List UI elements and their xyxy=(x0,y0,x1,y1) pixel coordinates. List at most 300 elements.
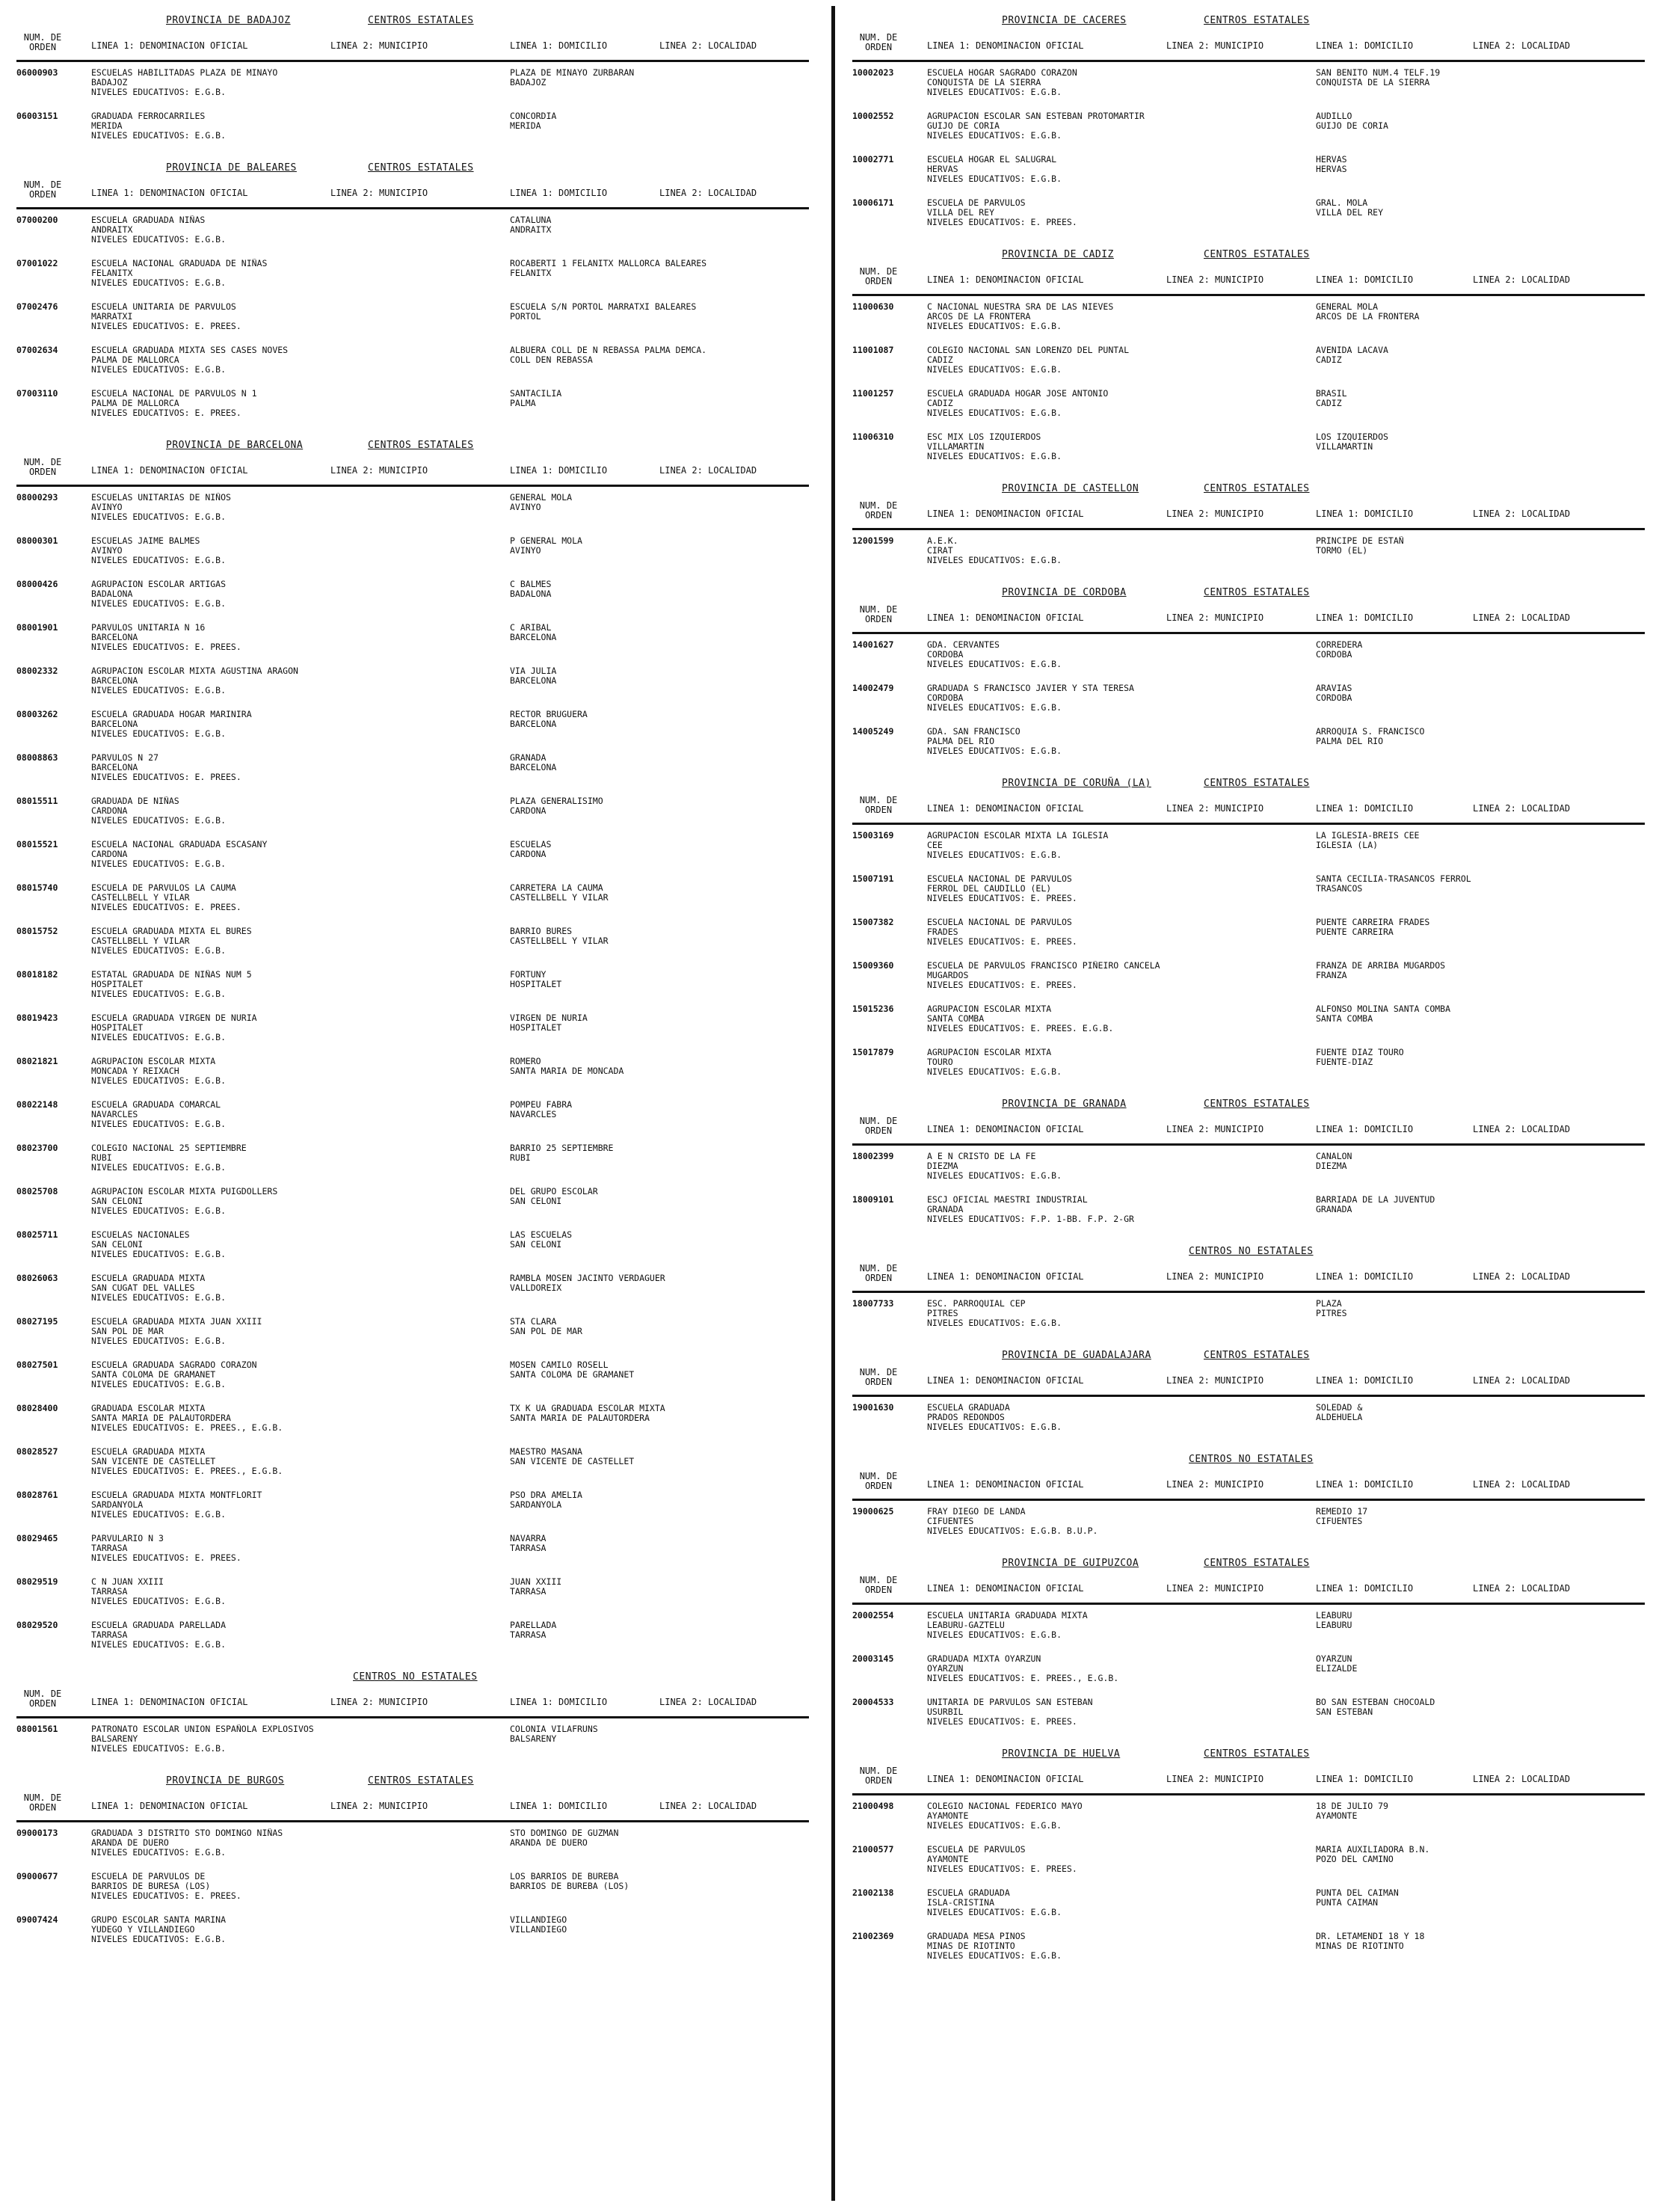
entry-denomination xyxy=(91,710,495,739)
header-num-orden xyxy=(852,501,905,520)
entry-code: 14005249 xyxy=(852,726,894,737)
province-section xyxy=(852,479,1645,583)
education-levels: NIVELES EDUCATIVOS: E.G.B. xyxy=(91,728,227,739)
denomination-name: ESCUELA NACIONAL DE PARVULOS xyxy=(927,918,1072,927)
school-entry xyxy=(16,753,809,796)
education-levels: NIVELES EDUCATIVOS: E. PREES. xyxy=(91,408,241,418)
municipality: OYARZUN xyxy=(927,1663,964,1674)
entry-denomination xyxy=(91,1404,495,1433)
municipality: BARCELONA xyxy=(91,719,138,729)
denomination-name: ESC. PARROQUIAL CEP xyxy=(927,1299,1026,1309)
entry-address xyxy=(510,1724,805,1744)
address: BARRIO BURES xyxy=(510,927,573,936)
entry-address xyxy=(510,580,805,599)
header-municipio: LINEA 2: MUNICIPIO xyxy=(330,40,428,51)
entry-code: 08028400 xyxy=(16,1403,58,1413)
municipality: ISLA-CRISTINA xyxy=(927,1897,995,1908)
school-entry xyxy=(852,155,1645,198)
locality: CIFUENTES xyxy=(1316,1516,1363,1526)
denomination-name: ESCUELA UNITARIA GRADUADA MIXTA xyxy=(927,1611,1088,1620)
locality: ARCOS DE LA FRONTERA xyxy=(1316,311,1420,322)
header-municipio: LINEA 2: MUNICIPIO xyxy=(1166,40,1264,51)
entry-code: 09000677 xyxy=(16,1871,58,1881)
entry-denomination xyxy=(927,345,1331,375)
entry-address xyxy=(510,1447,805,1466)
locality: SAN CELONI xyxy=(510,1239,562,1250)
entry-address xyxy=(1316,918,1641,937)
province-section xyxy=(852,1345,1645,1449)
education-levels: NIVELES EDUCATIVOS: E.G.B. xyxy=(91,1336,227,1346)
header-orden: ORDEN xyxy=(864,1481,893,1491)
education-levels: NIVELES EDUCATIVOS: E.G.B. xyxy=(91,1032,227,1042)
education-levels: NIVELES EDUCATIVOS: E.G.B. xyxy=(91,130,227,141)
school-entry xyxy=(16,536,809,580)
entry-address xyxy=(510,1577,805,1597)
entry-code: 07001022 xyxy=(16,258,58,268)
province-name: PROVINCIA DE BALEARES xyxy=(166,162,297,173)
locality: CONQUISTA DE LA SIERRA xyxy=(1316,77,1430,87)
denomination-name: AGRUPACION ESCOLAR MIXTA PUIGDOLLERS xyxy=(91,1187,278,1196)
entry-code: 15003169 xyxy=(852,830,894,841)
header-domicilio: LINEA 1: DOMICILIO xyxy=(1316,1124,1414,1134)
address: FRANZA DE ARRIBA MUGARDOS xyxy=(1316,961,1446,971)
municipality: SAN VICENTE DE CASTELLET xyxy=(91,1456,216,1466)
denomination-name: AGRUPACION ESCOLAR MIXTA LA IGLESIA xyxy=(927,831,1109,841)
entry-denomination xyxy=(927,1195,1331,1224)
entry-denomination xyxy=(91,302,495,331)
header-domicilio: LINEA 1: DOMICILIO xyxy=(1316,274,1414,285)
header-orden: ORDEN xyxy=(864,276,893,286)
entry-list xyxy=(16,62,809,158)
education-levels: NIVELES EDUCATIVOS: E.G.B. xyxy=(927,1170,1062,1181)
header-num-orden xyxy=(852,1116,905,1136)
entry-address xyxy=(1316,1403,1641,1422)
column-header xyxy=(852,1365,1645,1397)
locality: MINAS DE RIOTINTO xyxy=(1316,1941,1404,1951)
entry-denomination xyxy=(91,1230,495,1259)
address: ESCUELAS xyxy=(510,840,552,850)
municipality: AYAMONTE xyxy=(927,1810,969,1821)
denomination-name: ESCUELA GRADUADA COMARCAL xyxy=(91,1100,221,1110)
entry-address xyxy=(1316,727,1641,746)
entry-code: 08025708 xyxy=(16,1186,58,1196)
entry-address xyxy=(510,1230,805,1250)
denomination-name: ESCUELA NACIONAL GRADUADA ESCASANY xyxy=(91,840,268,850)
school-entry xyxy=(852,1299,1645,1342)
school-entry xyxy=(16,883,809,927)
municipality: FELANITX xyxy=(91,268,133,278)
school-entry xyxy=(16,580,809,623)
header-municipio: LINEA 2: MUNICIPIO xyxy=(1166,509,1264,519)
province-name: PROVINCIA DE CORUÑA (LA) xyxy=(1002,778,1151,789)
locality: CORDOBA xyxy=(1316,692,1352,703)
entry-address xyxy=(1316,1048,1641,1067)
entry-address xyxy=(510,840,805,859)
header-denominacion: LINEA 1: DENOMINACION OFICIAL xyxy=(927,40,1084,51)
entry-code: 10002552 xyxy=(852,111,894,121)
entry-denomination xyxy=(927,1654,1331,1683)
entry-address xyxy=(1316,155,1641,174)
province-name: PROVINCIA DE CACERES xyxy=(1002,15,1127,26)
denomination-name: GRADUADA MESA PINOS xyxy=(927,1932,1026,1941)
locality: AVINYO xyxy=(510,545,541,556)
locality: CARDONA xyxy=(510,849,547,859)
entry-code: 08000301 xyxy=(16,535,58,546)
header-num-orden xyxy=(852,1576,905,1595)
entry-code: 11001087 xyxy=(852,345,894,355)
education-levels: NIVELES EDUCATIVOS: E.G.B. xyxy=(91,1119,227,1129)
section-title xyxy=(852,1345,1645,1365)
address: ALFONSO MOLINA SANTA COMBA xyxy=(1316,1004,1451,1014)
header-orden: ORDEN xyxy=(864,1377,893,1387)
section-title xyxy=(852,1553,1645,1573)
entry-list xyxy=(852,1605,1645,1744)
entry-address xyxy=(510,623,805,642)
header-localidad: LINEA 2: LOCALIDAD xyxy=(1473,1124,1571,1134)
column-header xyxy=(852,602,1645,634)
entry-code: 11001257 xyxy=(852,388,894,399)
header-orden: ORDEN xyxy=(864,614,893,624)
header-municipio: LINEA 2: MUNICIPIO xyxy=(330,1801,428,1811)
municipality: CORDOBA xyxy=(927,649,964,660)
entry-code: 08015511 xyxy=(16,796,58,806)
entry-address xyxy=(510,927,805,946)
education-levels: NIVELES EDUCATIVOS: E.G.B. xyxy=(91,234,227,245)
education-levels: NIVELES EDUCATIVOS: E.G.B. xyxy=(927,1422,1062,1432)
entry-address xyxy=(510,1187,805,1206)
locality: HOSPITALET xyxy=(510,979,562,989)
address: STA CLARA xyxy=(510,1317,557,1327)
entry-code: 07003110 xyxy=(16,388,58,399)
education-levels: NIVELES EDUCATIVOS: E. PREES. xyxy=(91,1890,241,1901)
education-levels: NIVELES EDUCATIVOS: F.P. 1-BB. F.P. 2-GR xyxy=(927,1214,1134,1224)
municipality: MERIDA xyxy=(91,120,123,131)
header-denominacion: LINEA 1: DENOMINACION OFICIAL xyxy=(91,1697,248,1707)
denomination-name: AGRUPACION ESCOLAR MIXTA AGUSTINA ARAGON xyxy=(91,666,298,676)
municipality: PRADOS REDONDOS xyxy=(927,1412,1005,1422)
address: ARROQUIA S. FRANCISCO xyxy=(1316,727,1425,737)
education-levels: NIVELES EDUCATIVOS: E.G.B. xyxy=(91,1743,227,1754)
entry-code: 08029520 xyxy=(16,1620,58,1630)
entry-address xyxy=(510,1534,805,1553)
education-levels: NIVELES EDUCATIVOS: E. PREES. xyxy=(91,321,241,331)
entry-list xyxy=(852,1795,1645,1978)
entry-address xyxy=(1316,1152,1641,1171)
entry-code: 07002634 xyxy=(16,345,58,355)
center-type: CENTROS ESTATALES xyxy=(368,440,474,451)
municipality: BADALONA xyxy=(91,589,133,599)
header-orden: ORDEN xyxy=(28,1802,57,1813)
entry-list xyxy=(852,1397,1645,1449)
municipality: LEABURU-GAZTELU xyxy=(927,1620,1005,1630)
header-localidad: LINEA 2: LOCALIDAD xyxy=(1473,40,1571,51)
school-entry xyxy=(16,1187,809,1230)
entry-denomination xyxy=(927,1801,1331,1831)
entry-address xyxy=(510,389,805,408)
education-levels: NIVELES EDUCATIVOS: E.G.B. xyxy=(91,858,227,869)
entry-denomination xyxy=(91,536,495,565)
address: RAMBLA MOSEN JACINTO VERDAGUER xyxy=(510,1274,665,1283)
entry-code: 15007191 xyxy=(852,873,894,884)
locality: FELANITX xyxy=(510,268,552,278)
header-localidad: LINEA 2: LOCALIDAD xyxy=(1473,612,1571,623)
center-type: CENTROS ESTATALES xyxy=(1204,778,1310,789)
education-levels: NIVELES EDUCATIVOS: E.G.B. xyxy=(91,87,227,97)
education-levels: NIVELES EDUCATIVOS: E.G.B. xyxy=(91,1379,227,1389)
denomination-name: GDA. SAN FRANCISCO xyxy=(927,727,1021,737)
header-domicilio: LINEA 1: DOMICILIO xyxy=(510,1697,608,1707)
entry-address xyxy=(510,1317,805,1336)
locality: ELIZALDE xyxy=(1316,1663,1358,1674)
locality: CADIZ xyxy=(1316,398,1342,408)
entry-denomination xyxy=(91,1447,495,1476)
entry-address xyxy=(1316,1654,1641,1674)
locality: SANTA COLOMA DE GRAMANET xyxy=(510,1369,635,1380)
entry-address xyxy=(1316,874,1641,894)
school-entry xyxy=(852,831,1645,874)
entry-denomination xyxy=(91,259,495,288)
header-num: NUM. DE xyxy=(859,32,898,43)
locality: CADIZ xyxy=(1316,354,1342,365)
entry-denomination xyxy=(91,345,495,375)
entry-address xyxy=(1316,198,1641,218)
entry-code: 14002479 xyxy=(852,683,894,693)
entry-denomination xyxy=(927,1845,1331,1874)
address: VIRGEN DE NURIA xyxy=(510,1013,588,1023)
address: PARELLADA xyxy=(510,1620,557,1630)
municipality: GRANADA xyxy=(927,1204,964,1214)
entry-code: 18007733 xyxy=(852,1298,894,1309)
section-title xyxy=(852,245,1645,264)
locality: NAVARCLES xyxy=(510,1109,557,1119)
entry-denomination xyxy=(927,1004,1331,1033)
entry-list xyxy=(852,825,1645,1094)
center-type: CENTROS ESTATALES xyxy=(1204,15,1310,26)
denomination-name: ESCUELAS JAIME BALMES xyxy=(91,536,200,546)
entry-address xyxy=(1316,1004,1641,1024)
entry-code: 15017879 xyxy=(852,1047,894,1057)
school-entry xyxy=(16,796,809,840)
locality: HOSPITALET xyxy=(510,1022,562,1033)
header-num: NUM. DE xyxy=(23,1792,62,1803)
school-entry xyxy=(852,874,1645,918)
school-entry xyxy=(16,68,809,111)
entry-address xyxy=(510,259,805,278)
entry-denomination xyxy=(927,961,1331,990)
denomination-name: ESCUELA HOGAR SAGRADO CORAZON xyxy=(927,68,1077,78)
header-orden: ORDEN xyxy=(864,42,893,52)
header-localidad: LINEA 2: LOCALIDAD xyxy=(659,40,757,51)
province-section xyxy=(852,1094,1645,1241)
municipality: ARCOS DE LA FRONTERA xyxy=(927,311,1031,322)
province-section xyxy=(852,1553,1645,1744)
address: PLAZA GENERALISIMO xyxy=(510,796,603,806)
entry-denomination xyxy=(91,1724,495,1754)
locality: PALMA DEL RIO xyxy=(1316,736,1384,746)
school-entry xyxy=(16,1230,809,1274)
municipality: BARCELONA xyxy=(91,762,138,772)
entry-list xyxy=(852,1501,1645,1553)
address: BRASIL xyxy=(1316,389,1347,399)
address: SANTA CECILIA-TRASANCOS FERROL xyxy=(1316,874,1471,884)
education-levels: NIVELES EDUCATIVOS: E.G.B. xyxy=(91,815,227,826)
header-localidad: LINEA 2: LOCALIDAD xyxy=(1473,509,1571,519)
locality: TRASANCOS xyxy=(1316,883,1363,894)
province-section xyxy=(852,10,1645,245)
address: OYARZUN xyxy=(1316,1654,1352,1664)
header-num: NUM. DE xyxy=(859,1263,898,1274)
entry-denomination xyxy=(91,493,495,522)
entry-code: 20003145 xyxy=(852,1653,894,1664)
center-type: CENTROS ESTATALES xyxy=(368,15,474,26)
header-localidad: LINEA 2: LOCALIDAD xyxy=(659,188,757,198)
education-levels: NIVELES EDUCATIVOS: E. PREES., E.G.B. xyxy=(91,1422,283,1433)
address: COLONIA VILAFRUNS xyxy=(510,1724,598,1734)
entry-denomination xyxy=(927,1507,1331,1536)
entry-denomination xyxy=(91,1872,495,1901)
column-header xyxy=(16,1790,809,1822)
entry-address xyxy=(510,1274,805,1293)
header-denominacion: LINEA 1: DENOMINACION OFICIAL xyxy=(927,1124,1084,1134)
school-entry xyxy=(16,302,809,345)
entry-denomination xyxy=(927,1403,1331,1432)
entry-list xyxy=(852,634,1645,773)
municipality: SANTA MARIA DE PALAUTORDERA xyxy=(91,1413,231,1423)
education-levels: NIVELES EDUCATIVOS: E. PREES. xyxy=(927,1716,1077,1727)
denomination-name: AGRUPACION ESCOLAR MIXTA xyxy=(91,1057,216,1066)
entry-code: 20002554 xyxy=(852,1610,894,1620)
entry-address xyxy=(510,1057,805,1076)
denomination-name: PARVULARIO N 3 xyxy=(91,1534,164,1543)
school-entry xyxy=(852,389,1645,432)
header-denominacion: LINEA 1: DENOMINACION OFICIAL xyxy=(91,188,248,198)
center-type: CENTROS ESTATALES xyxy=(1204,1748,1310,1760)
education-levels: NIVELES EDUCATIVOS: E.G.B. xyxy=(927,702,1062,713)
denomination-name: ESCUELA GRADUADA HOGAR MARINIRA xyxy=(91,710,252,719)
header-denominacion: LINEA 1: DENOMINACION OFICIAL xyxy=(927,1479,1084,1490)
column-divider xyxy=(831,6,835,2201)
school-entry xyxy=(16,389,809,432)
entry-code: 08015752 xyxy=(16,926,58,936)
education-levels: NIVELES EDUCATIVOS: E.G.B. xyxy=(927,555,1062,565)
header-localidad: LINEA 2: LOCALIDAD xyxy=(1473,1271,1571,1282)
address: ALBUERA COLL DE N REBASSA PALMA DEMCA. xyxy=(510,345,707,355)
municipality: TARRASA xyxy=(91,1629,128,1640)
entry-address xyxy=(1316,640,1641,660)
school-entry xyxy=(16,1915,809,1958)
school-entry xyxy=(852,1801,1645,1845)
entry-address xyxy=(1316,831,1641,850)
header-orden: ORDEN xyxy=(28,1698,57,1709)
entry-denomination xyxy=(927,1932,1331,1961)
address: VILLANDIEGO xyxy=(510,1915,567,1925)
entry-denomination xyxy=(927,68,1331,97)
header-localidad: LINEA 2: LOCALIDAD xyxy=(1473,274,1571,285)
address: LOS IZQUIERDOS xyxy=(1316,432,1388,442)
locality: CORDOBA xyxy=(1316,649,1352,660)
province-section xyxy=(16,158,809,435)
municipality: CONQUISTA DE LA SIERRA xyxy=(927,77,1041,87)
locality: SAN ESTEBAN xyxy=(1316,1706,1373,1717)
header-num: NUM. DE xyxy=(859,266,898,277)
entry-denomination xyxy=(927,1611,1331,1640)
header-num: NUM. DE xyxy=(859,500,898,511)
school-entry xyxy=(852,1152,1645,1195)
denomination-name: ESCUELA DE PARVULOS xyxy=(927,198,1026,208)
header-municipio: LINEA 2: MUNICIPIO xyxy=(1166,612,1264,623)
denomination-name: ESCUELAS HABILITADAS PLAZA DE MINAYO xyxy=(91,68,278,78)
education-levels: NIVELES EDUCATIVOS: E.G.B. xyxy=(91,277,227,288)
address: P GENERAL MOLA xyxy=(510,536,582,546)
entry-code: 12001599 xyxy=(852,535,894,546)
header-num-orden xyxy=(852,796,905,815)
locality: PUNTA CAIMAN xyxy=(1316,1897,1379,1908)
entry-code: 07002476 xyxy=(16,301,58,312)
municipality: HOSPITALET xyxy=(91,979,144,989)
province-section xyxy=(852,1241,1645,1345)
municipality: CORDOBA xyxy=(927,692,964,703)
address: CATALUNA xyxy=(510,215,552,225)
header-municipio: LINEA 2: MUNICIPIO xyxy=(1166,803,1264,814)
school-entry xyxy=(16,927,809,970)
header-num-orden xyxy=(852,605,905,624)
denomination-name: AGRUPACION ESCOLAR SAN ESTEBAN PROTOMARTIR xyxy=(927,111,1145,121)
municipality: CADIZ xyxy=(927,398,953,408)
locality: BARCELONA xyxy=(510,762,557,772)
locality: SAN CELONI xyxy=(510,1196,562,1206)
column-header xyxy=(852,1113,1645,1146)
header-denominacion: LINEA 1: DENOMINACION OFICIAL xyxy=(91,1801,248,1811)
center-type: CENTROS ESTATALES xyxy=(1204,249,1310,260)
header-municipio: LINEA 2: MUNICIPIO xyxy=(1166,1774,1264,1784)
denomination-name: A E N CRISTO DE LA FE xyxy=(927,1152,1036,1161)
entry-address xyxy=(510,883,805,903)
entry-address xyxy=(510,111,805,131)
school-entry xyxy=(852,1611,1645,1654)
entry-address xyxy=(510,1620,805,1640)
education-levels: NIVELES EDUCATIVOS: E.G.B. xyxy=(927,364,1062,375)
entry-address xyxy=(1316,536,1641,556)
education-levels: NIVELES EDUCATIVOS: E.G.B. B.U.P. xyxy=(927,1526,1098,1536)
entry-denomination xyxy=(927,1698,1331,1727)
entry-address xyxy=(510,710,805,729)
entry-denomination xyxy=(927,683,1331,713)
address: TX K UA GRADUADA ESCOLAR MIXTA xyxy=(510,1404,665,1413)
school-entry xyxy=(16,1447,809,1490)
address: CARRETERA LA CAUMA xyxy=(510,883,603,893)
address: GENERAL MOLA xyxy=(510,493,573,503)
municipality: CADIZ xyxy=(927,354,953,365)
locality: SANTA COMBA xyxy=(1316,1013,1373,1024)
header-municipio: LINEA 2: MUNICIPIO xyxy=(1166,1271,1264,1282)
header-num: NUM. DE xyxy=(859,1367,898,1377)
entry-denomination xyxy=(927,874,1331,903)
locality: SAN POL DE MAR xyxy=(510,1326,582,1336)
municipality: MARRATXI xyxy=(91,311,133,322)
education-levels: NIVELES EDUCATIVOS: E. PREES. xyxy=(91,772,241,782)
locality: SANTA MARIA DE MONCADA xyxy=(510,1066,624,1076)
entry-address xyxy=(510,1100,805,1119)
column-header xyxy=(852,30,1645,62)
municipality: FERROL DEL CAUDILLO (EL) xyxy=(927,883,1052,894)
header-num-orden xyxy=(852,267,905,286)
address: DR. LETAMENDI 18 Y 18 xyxy=(1316,1932,1425,1941)
column-header xyxy=(16,1686,809,1718)
municipality: AVINYO xyxy=(91,502,123,512)
entry-address xyxy=(1316,1801,1641,1821)
denomination-name: FRAY DIEGO DE LANDA xyxy=(927,1507,1026,1517)
header-domicilio: LINEA 1: DOMICILIO xyxy=(1316,509,1414,519)
